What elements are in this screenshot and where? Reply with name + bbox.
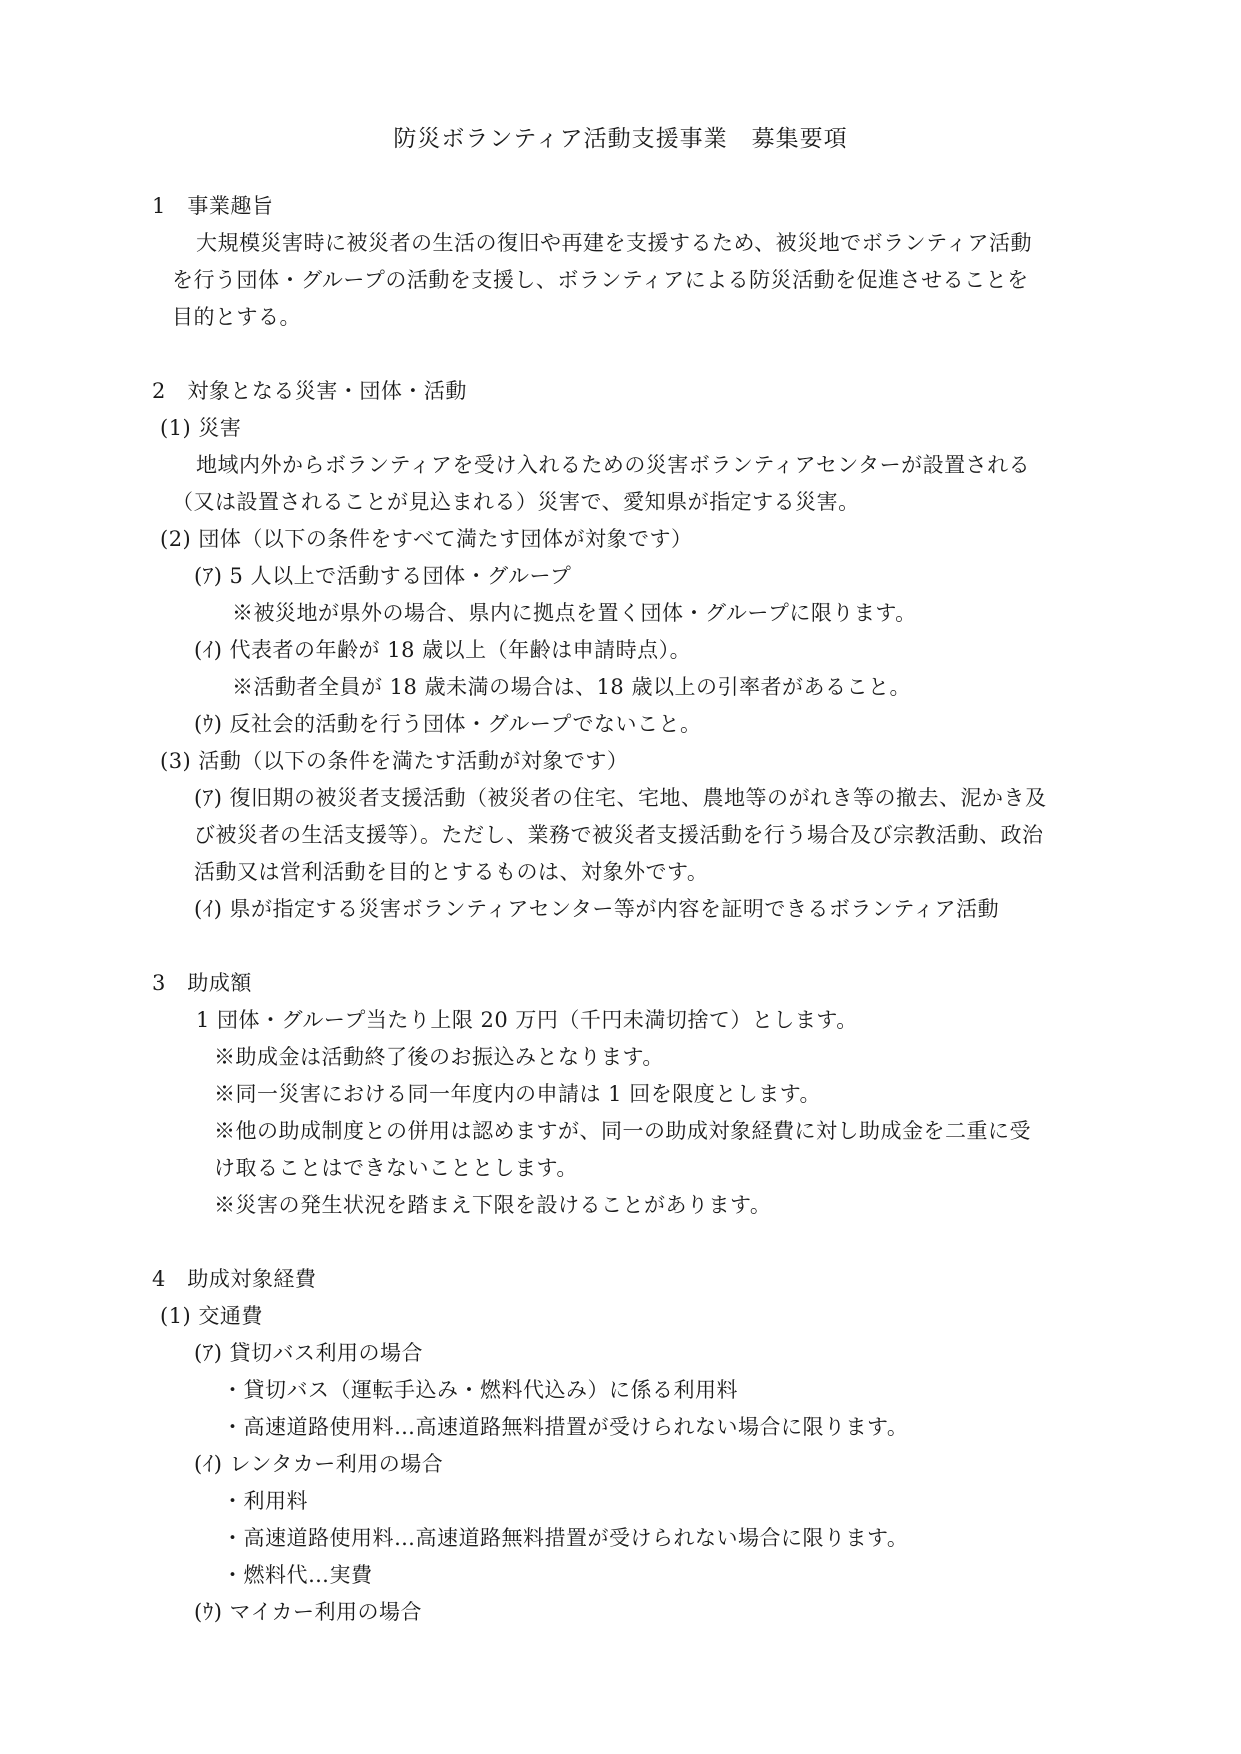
- paragraph-line: 大規模災害時に被災者の生活の復旧や再建を支援するため、被災地でボランティア活動: [196, 231, 1032, 255]
- note-line: ※他の助成制度との併用は認めますが、同一の助成対象経費に対し助成金を二重に受: [214, 1119, 1031, 1143]
- section-3-heading: 3 助成額: [152, 971, 252, 995]
- section-4-heading: 4 助成対象経費: [152, 1267, 317, 1291]
- bullet-item: ・高速道路使用料…高速道路無料措置が受けられない場合に限ります。: [222, 1526, 909, 1550]
- paragraph-line: 1 団体・グループ当たり上限 20 万円（千円未満切捨て）とします。: [196, 1008, 858, 1032]
- section-1-heading: 1 事業趣旨: [152, 194, 274, 218]
- list-item: (ｲ) 代表者の年齢が 18 歳以上（年齢は申請時点）。: [194, 638, 692, 662]
- subsection-heading: (2) 団体（以下の条件をすべて満たす団体が対象です）: [160, 527, 693, 551]
- note-line: ※被災地が県外の場合、県内に拠点を置く団体・グループに限ります。: [232, 601, 917, 625]
- paragraph-line: び被災者の生活支援等）。ただし、業務で被災者支援活動を行う場合及び宗教活動、政治: [194, 823, 1044, 847]
- subsection-heading: (1) 災害: [160, 416, 242, 440]
- document-title: 防災ボランティア活動支援事業 募集要項: [393, 126, 848, 152]
- list-item: (ｱ) 5 人以上で活動する団体・グループ: [194, 564, 572, 588]
- paragraph-line: 目的とする。: [172, 305, 301, 329]
- note-line: け取ることはできないこととします。: [214, 1156, 578, 1180]
- paragraph-line: 地域内外からボランティアを受け入れるための災害ボランティアセンターが設置される: [196, 453, 1031, 477]
- list-item: (ｱ) 貸切バス利用の場合: [194, 1341, 424, 1365]
- bullet-item: ・利用料: [222, 1489, 308, 1513]
- list-item: (ｱ) 復旧期の被災者支援活動（被災者の住宅、宅地、農地等のがれき等の撤去、泥かき及: [194, 786, 1047, 810]
- paragraph-line: （又は設置されることが見込まれる）災害で、愛知県が指定する災害。: [172, 490, 860, 514]
- section-2-heading: 2 対象となる災害・団体・活動: [152, 379, 467, 403]
- bullet-item: ・貸切バス（運転手込み・燃料代込み）に係る利用料: [222, 1378, 738, 1402]
- paragraph-line: 活動又は営利活動を目的とするものは、対象外です。: [194, 860, 709, 884]
- note-line: ※同一災害における同一年度内の申請は 1 回を限度とします。: [214, 1082, 822, 1106]
- list-item: (ｲ) 県が指定する災害ボランティアセンター等が内容を証明できるボランティア活動: [194, 897, 1000, 921]
- note-line: ※活動者全員が 18 歳未満の場合は、18 歳以上の引率者があること。: [232, 675, 911, 699]
- bullet-item: ・高速道路使用料…高速道路無料措置が受けられない場合に限ります。: [222, 1415, 909, 1439]
- paragraph-line: を行う団体・グループの活動を支援し、ボランティアによる防災活動を促進させることを: [172, 268, 1029, 292]
- bullet-item: ・燃料代…実費: [222, 1563, 373, 1587]
- list-item: (ｳ) マイカー利用の場合: [194, 1600, 423, 1624]
- note-line: ※災害の発生状況を踏まえ下限を設けることがあります。: [214, 1193, 772, 1217]
- subsection-heading: (1) 交通費: [160, 1304, 263, 1328]
- list-item: (ｲ) レンタカー利用の場合: [194, 1452, 444, 1476]
- list-item: (ｳ) 反社会的活動を行う団体・グループでないこと。: [194, 712, 702, 736]
- subsection-heading: (3) 活動（以下の条件を満たす活動が対象です）: [160, 749, 629, 773]
- note-line: ※助成金は活動終了後のお振込みとなります。: [214, 1045, 664, 1069]
